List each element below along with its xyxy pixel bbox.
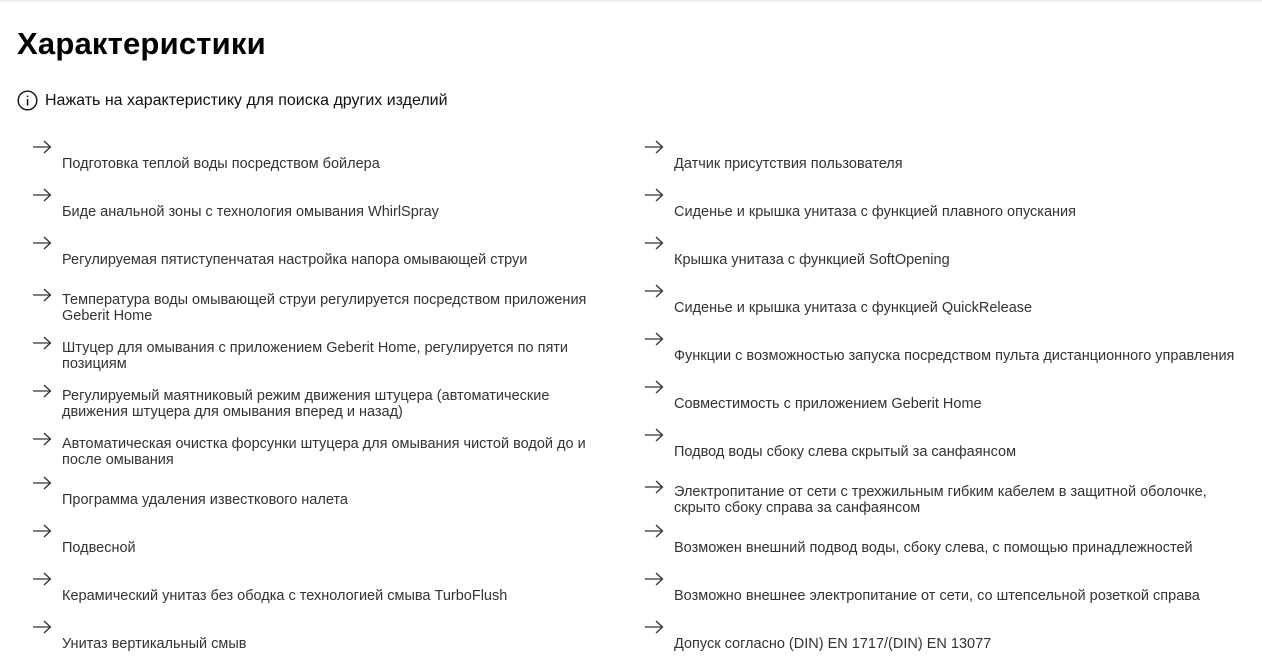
feature-link[interactable]: [32, 188, 612, 236]
arrow-right-icon: [644, 524, 674, 572]
feature-link[interactable]: [644, 236, 1244, 284]
info-icon: [17, 90, 38, 111]
arrow-right-icon: [644, 428, 674, 476]
feature-label: Допуск согласно (DIN) EN 1717/(DIN) EN 13077: [674, 635, 992, 652]
feature-link[interactable]: [32, 284, 612, 332]
feature-label: Регулируемая пятиступенчатая настройка напора омывающей струи: [62, 251, 528, 268]
arrow-right-icon: [32, 281, 62, 336]
feature-label: Штуцер для омывания с приложением Geberit Home, регулируется по пяти позициям: [62, 339, 569, 372]
arrow-right-icon: [32, 425, 62, 480]
feature-link[interactable]: [32, 428, 612, 476]
feature-label: Биде анальной зоны с технология омывания WhirlSpray: [62, 203, 439, 220]
feature-link[interactable]: [644, 284, 1244, 332]
feature-link[interactable]: [644, 140, 1244, 188]
feature-link[interactable]: [644, 476, 1244, 524]
arrow-right-icon: [32, 377, 62, 432]
feature-label: Датчик присутствия пользователя: [674, 155, 903, 172]
arrow-right-icon: [644, 473, 674, 528]
arrow-right-icon: [644, 620, 674, 668]
arrow-right-icon: [32, 329, 62, 384]
feature-label: Возможен внешний подвод воды, сбоку слева, с помощью принадлежностей: [674, 539, 1193, 556]
features-left-column: [32, 140, 612, 668]
feature-link[interactable]: [644, 572, 1244, 620]
feature-link[interactable]: [32, 140, 612, 188]
feature-label: Функции с возможностью запуска посредством пульта дистанционного управления: [674, 347, 1235, 364]
arrow-right-icon: [32, 476, 62, 524]
arrow-right-icon: [644, 380, 674, 428]
feature-link[interactable]: [644, 620, 1244, 668]
arrow-right-icon: [644, 236, 674, 284]
feature-label: Сиденье и крышка унитаза с функцией плавного опускания: [674, 203, 1076, 220]
feature-label: Подвесной: [62, 539, 136, 556]
feature-link[interactable]: [644, 188, 1244, 236]
arrow-right-icon: [644, 140, 674, 188]
feature-label: Керамический унитаз без ободка с технологией смыва TurboFlush: [62, 587, 508, 604]
feature-label: Подготовка теплой воды посредством бойлера: [62, 155, 380, 172]
feature-link[interactable]: [32, 380, 612, 428]
arrow-right-icon: [32, 140, 62, 188]
arrow-right-icon: [32, 236, 62, 284]
feature-label: Сиденье и крышка унитаза с функцией QuickRelease: [674, 299, 1033, 316]
page-title: Характеристики: [17, 26, 266, 61]
arrow-right-icon: [644, 188, 674, 236]
arrow-right-icon: [644, 284, 674, 332]
top-divider: [0, 0, 1262, 2]
feature-label: Автоматическая очистка форсунки штуцера для омывания чистой водой до и после омывания: [62, 435, 586, 468]
feature-label: Унитаз вертикальный смыв: [62, 635, 247, 652]
feature-label: Крышка унитаза с функцией SoftOpening: [674, 251, 950, 268]
feature-link[interactable]: [644, 524, 1244, 572]
arrow-right-icon: [644, 572, 674, 620]
feature-link[interactable]: [644, 332, 1244, 380]
arrow-right-icon: [32, 524, 62, 572]
feature-link[interactable]: [32, 332, 612, 380]
feature-link[interactable]: [32, 620, 612, 668]
arrow-right-icon: [32, 188, 62, 236]
feature-link[interactable]: [32, 572, 612, 620]
hint-text: Нажать на характеристику для поиска других изделий: [45, 91, 448, 109]
feature-label: Температура воды омывающей струи регулируется посредством приложения Geberit Home: [62, 291, 587, 324]
feature-link[interactable]: [644, 380, 1244, 428]
features-right-column: [644, 140, 1244, 668]
feature-label: Электропитание от сети с трехжильным гибким кабелем в защитной оболочке, скрыто сбоку справа за санфаянсом: [674, 483, 1207, 516]
feature-link[interactable]: [644, 428, 1244, 476]
feature-label: Программа удаления известкового налета: [62, 491, 348, 508]
feature-link[interactable]: [32, 236, 612, 284]
feature-link[interactable]: [32, 476, 612, 524]
hint-row: [17, 90, 448, 111]
arrow-right-icon: [32, 620, 62, 668]
feature-label: Возможно внешнее электропитание от сети, со штепсельной розеткой справа: [674, 587, 1200, 604]
arrow-right-icon: [644, 332, 674, 380]
feature-label: Регулируемый маятниковый режим движения штуцера (автоматические движения штуцера для омывания вперед и назад): [62, 387, 550, 420]
feature-label: Подвод воды сбоку слева скрытый за санфаянсом: [674, 443, 1017, 460]
feature-link[interactable]: [32, 524, 612, 572]
feature-label: Совместимость с приложением Geberit Home: [674, 395, 982, 412]
arrow-right-icon: [32, 572, 62, 620]
